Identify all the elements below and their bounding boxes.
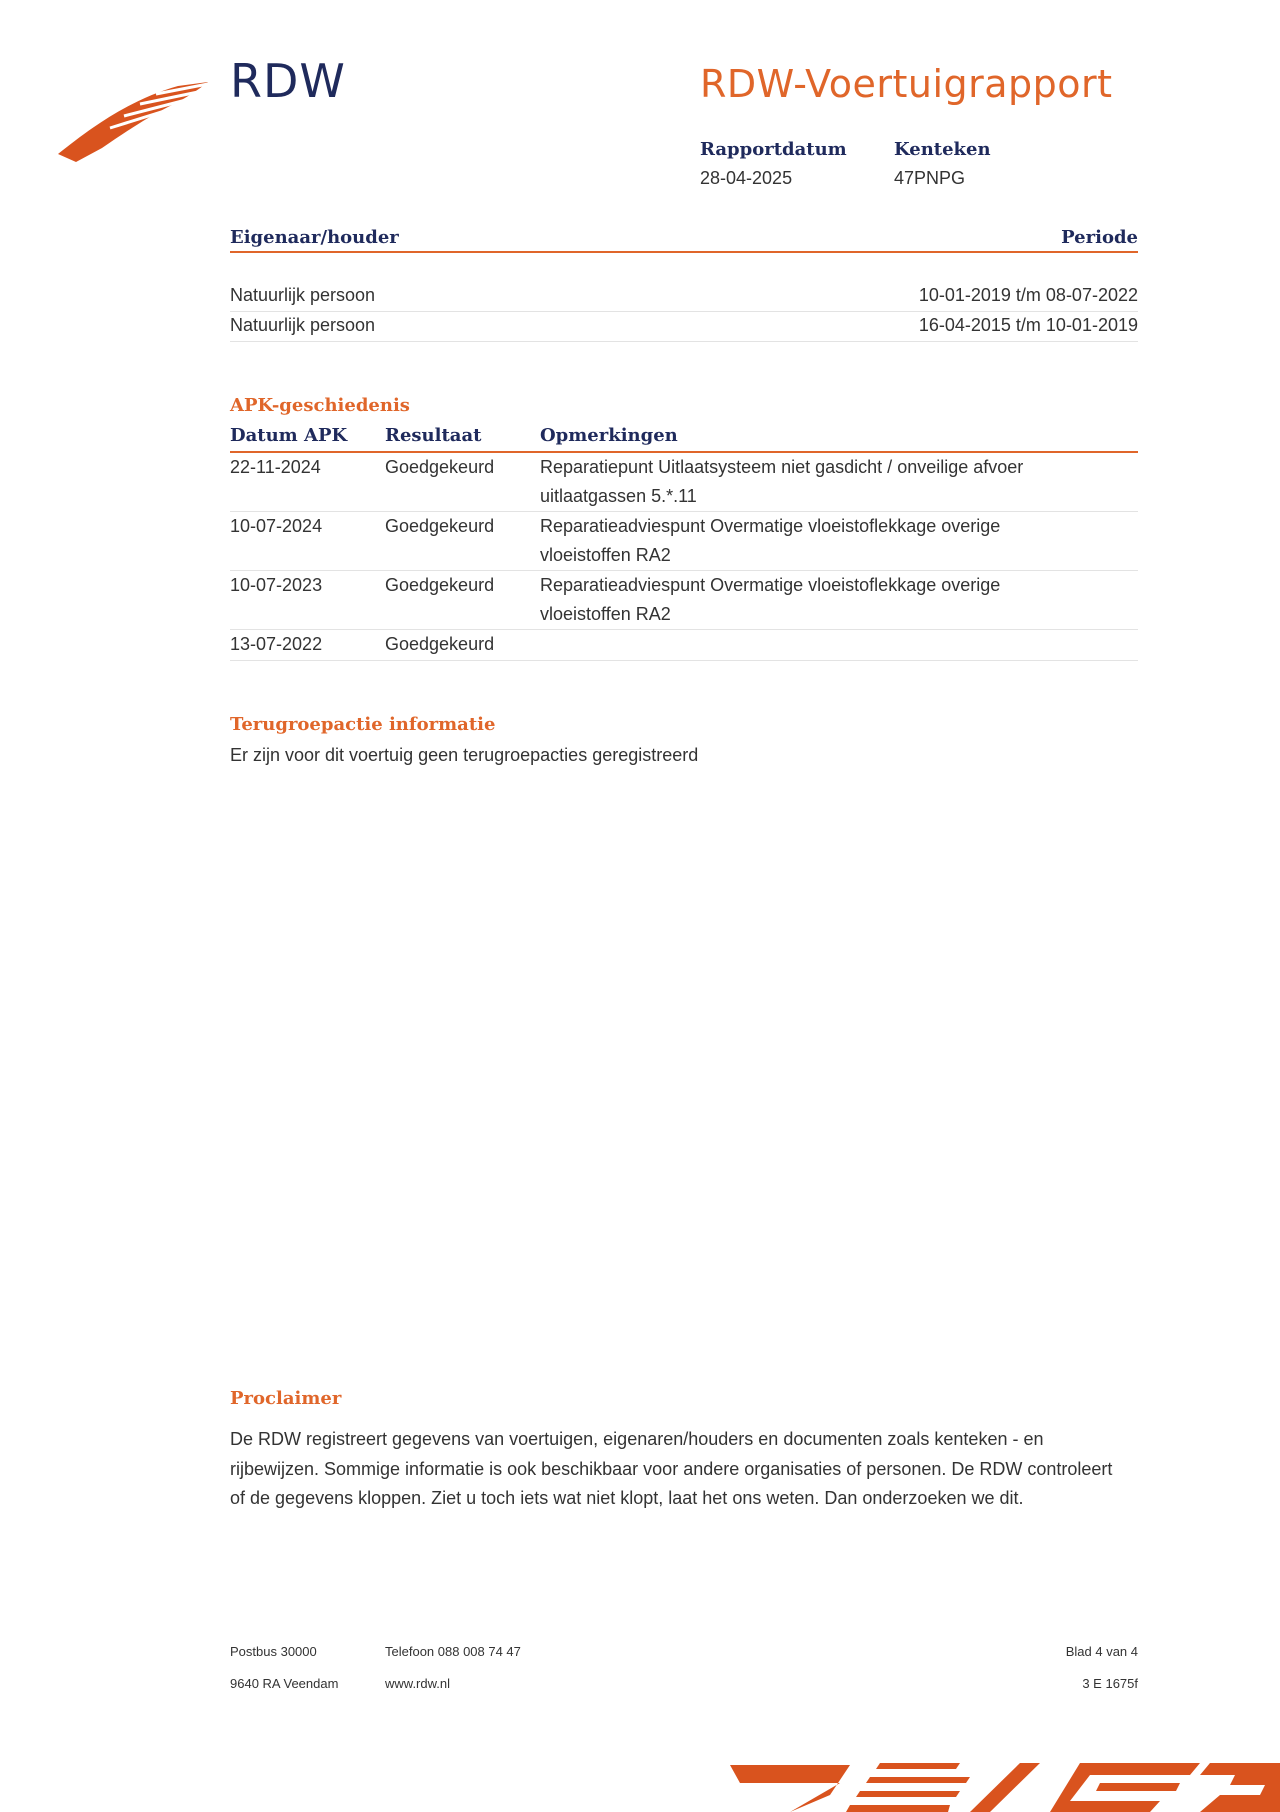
apk-remarks [540, 571, 1110, 629]
apk-date-column-header: Datum APK [230, 425, 348, 446]
rdw-logo-icon [58, 78, 208, 164]
owner-row [230, 281, 1138, 312]
plate-value: 47PNPG [894, 168, 966, 188]
proclaimer-text: De RDW registreert gegevens van voertuigen, eigenaren/houders en documenten zoals kenteken - en rijbewijzen. Sommige informatie is ook beschikbaar voor andere organisaties of personen. De RDW controleert of de gegevens kloppen. Ziet u toch iets wat niet klopt, laat het ons weten. Dan onderzoeken we dit. [230, 1429, 1113, 1508]
owner-row [230, 311, 1138, 342]
owner-name: Natuurlijk persoon [230, 315, 376, 335]
apk-row [230, 571, 1138, 630]
report-date-label: Rapportdatum [700, 139, 847, 160]
apk-date: 10-07-2024 [230, 516, 323, 536]
apk-date: 13-07-2022 [230, 634, 323, 654]
apk-result: Goedgekeurd [385, 634, 495, 654]
apk-result: Goedgekeurd [385, 575, 495, 595]
proclaimer-title: Proclaimer [230, 1388, 342, 1409]
apk-result: Goedgekeurd [385, 516, 495, 536]
footer-postbus: Postbus 30000 [230, 1644, 317, 1659]
apk-date: 10-07-2023 [230, 575, 323, 595]
owner-period: 16-04-2015 t/m 10-01-2019 [918, 315, 1138, 335]
report-date-value: 28-04-2025 [700, 168, 793, 188]
apk-row [230, 453, 1138, 512]
apk-row [230, 630, 1138, 661]
apk-remarks-line: vloeistoffen RA2 [540, 545, 671, 565]
apk-remarks-column-header: Opmerkingen [540, 425, 678, 446]
report-title: RDW-Voertuigrapport [700, 62, 1113, 106]
recall-text: Er zijn voor dit voertuig geen terugroepacties geregistreerd [230, 745, 699, 765]
apk-remarks-line: Reparatieadviespunt Overmatige vloeistoflekkage overige [540, 575, 1001, 595]
owner-name: Natuurlijk persoon [230, 285, 376, 305]
rdw-stripes-decoration [730, 1755, 1280, 1812]
apk-remarks-line: vloeistoffen RA2 [540, 604, 671, 624]
apk-remarks [540, 453, 1110, 511]
footer-website: www.rdw.nl [385, 1676, 451, 1691]
apk-result: Goedgekeurd [385, 457, 495, 477]
period-column-header: Periode [1061, 227, 1138, 248]
plate-label: Kenteken [894, 139, 991, 160]
recall-section-title: Terugroepactie informatie [230, 714, 496, 735]
apk-remarks [540, 512, 1110, 570]
apk-date: 22-11-2024 [230, 457, 321, 477]
footer-document-code: 3 E 1675f [1082, 1676, 1138, 1691]
owner-column-header: Eigenaar/houder [230, 227, 399, 248]
apk-remarks-line: uitlaatgassen 5.*.11 [540, 486, 697, 506]
footer-city: 9640 RA Veendam [230, 1676, 339, 1691]
logo-wordmark: RDW [230, 54, 346, 108]
apk-remarks-line: Reparatieadviespunt Overmatige vloeistoflekkage overige [540, 516, 1001, 536]
apk-section-title: APK-geschiedenis [230, 395, 410, 416]
owners-header-rule [230, 251, 1138, 253]
apk-row [230, 512, 1138, 571]
footer-phone: Telefoon 088 008 74 47 [385, 1644, 521, 1659]
apk-result-column-header: Resultaat [385, 425, 482, 446]
owner-period: 10-01-2019 t/m 08-07-2022 [918, 285, 1138, 305]
apk-remarks-line: Reparatiepunt Uitlaatsysteem niet gasdicht / onveilige afvoer [540, 457, 1024, 477]
footer-page-number: Blad 4 van 4 [1065, 1644, 1138, 1659]
